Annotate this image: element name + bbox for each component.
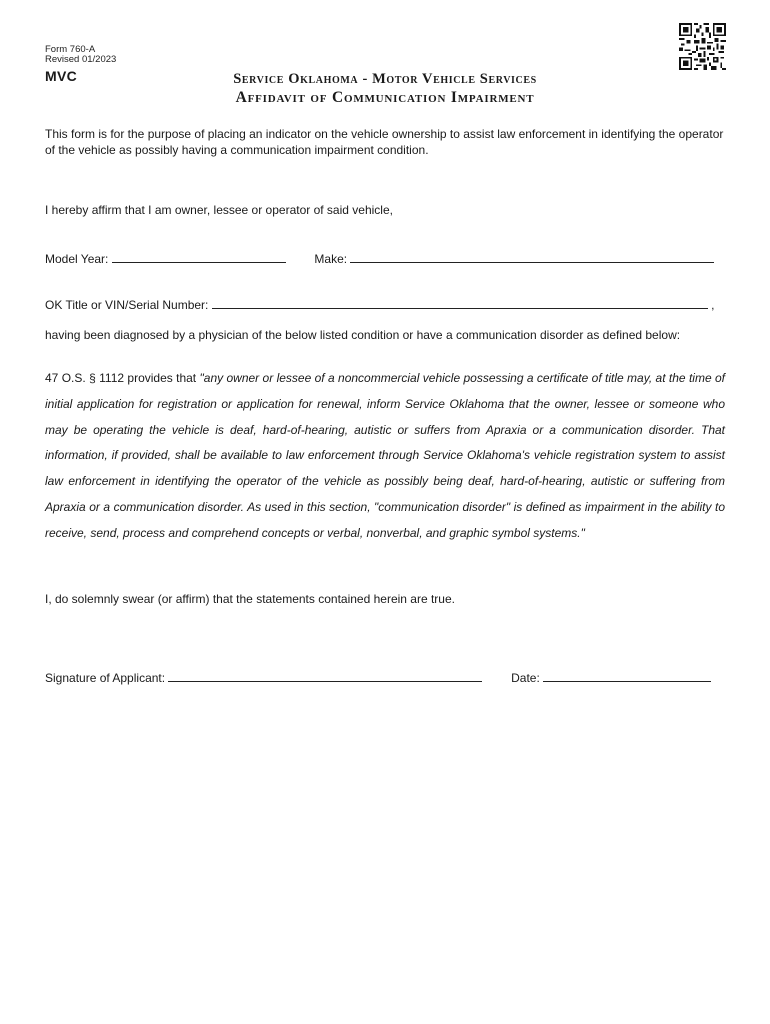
agency-title: Service Oklahoma - Motor Vehicle Services [233, 71, 537, 87]
date-label: Date: [511, 671, 540, 685]
make-label: Make: [314, 252, 348, 266]
make-field[interactable] [350, 250, 714, 263]
title-vin-row [45, 296, 714, 312]
signature-row [45, 669, 711, 685]
model-year-row [45, 250, 714, 266]
model-year-label: Model Year: [45, 252, 109, 266]
title-vin-suffix: , [711, 298, 715, 312]
purpose-paragraph: This form is for the purpose of placing an indicator on the vehicle ownership to assist law enforcement in identifying the operator of the vehicle as possibly having a communication impairment condition. [45, 127, 724, 157]
title-vin-field[interactable] [212, 296, 708, 309]
model-year-field[interactable] [112, 250, 286, 263]
signature-field[interactable] [168, 669, 482, 682]
division-label: MVC [45, 68, 78, 84]
statute-citation: 47 O.S. § 1112 provides that [45, 371, 200, 385]
statute-paragraph [45, 366, 725, 547]
diagnosis-statement: having been diagnosed by a physician of the below listed condition or have a communication disorder as defined below: [45, 328, 681, 342]
oath-statement: I, do solemnly swear (or affirm) that the statements contained herein are true. [45, 592, 455, 606]
affirm-statement: I hereby affirm that I am owner, lessee or operator of said vehicle, [45, 203, 393, 217]
qr-code-icon [679, 23, 726, 70]
statute-quote: "any owner or lessee of a noncommercial vehicle possessing a certificate of title may, at the time of initial application for registration or application for renewal, inform Service Oklahoma that the owner, lessee or someone who may be operating the vehicle is deaf, hard-of-hearing, autistic or suffers from Apraxia or a communication disorder. That information, if provided, shall be available to law enforcement through Service Oklahoma's vehicle registration system to assist law enforcement in identifying the operator of the vehicle as possibly being deaf, hard-of-hearing, autistic or suffering from Apraxia or a communication disorder. As used in this section, "communication disorder" is defined as impairment in the ability to receive, send, process and comprehend concepts or verbal, nonverbal, and graphic symbol systems." [45, 371, 725, 540]
signature-label: Signature of Applicant: [45, 671, 166, 685]
revision-date: Revised 01/2023 [45, 54, 117, 65]
form-number: Form 760-A [45, 44, 96, 55]
title-vin-label: OK Title or VIN/Serial Number: [45, 298, 209, 312]
form-title: Affidavit of Communication Impairment [235, 89, 535, 106]
date-field[interactable] [543, 669, 711, 682]
